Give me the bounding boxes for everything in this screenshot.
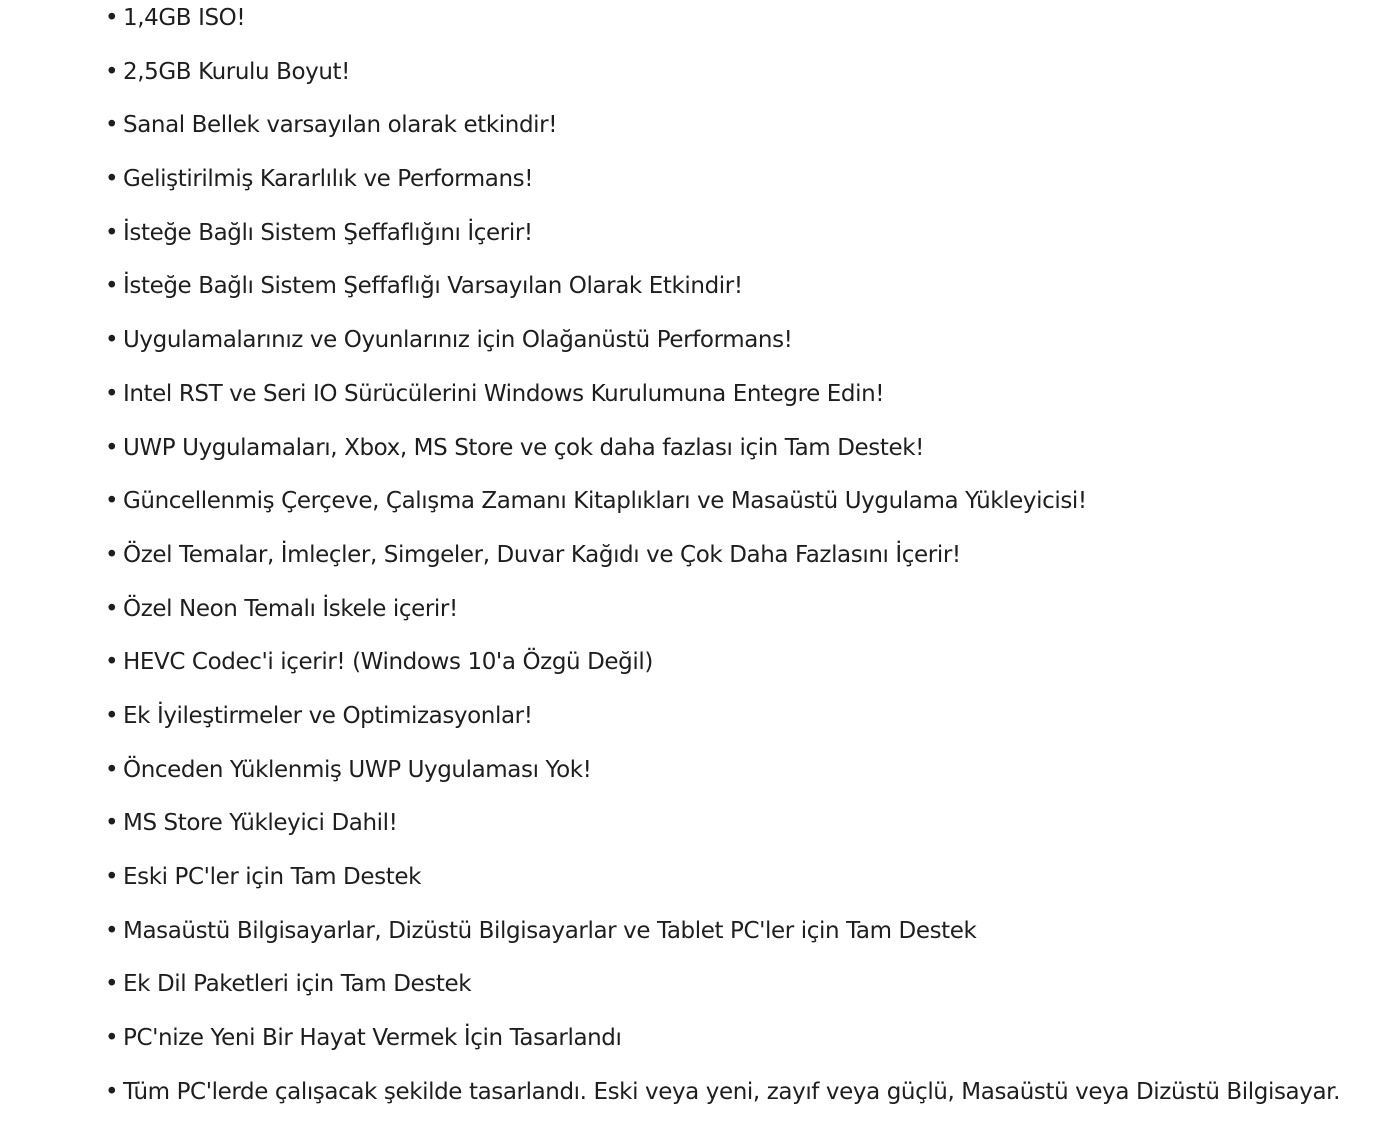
list-item bbox=[105, 805, 1375, 859]
list-item bbox=[105, 376, 1375, 430]
feature-text: HEVC Codec'i içerir! (Windows 10'a Özgü Değil) bbox=[123, 649, 653, 676]
list-item bbox=[105, 107, 1375, 161]
list-item bbox=[105, 966, 1375, 1020]
feature-text: Geliştirilmiş Kararlılık ve Performans! bbox=[123, 166, 534, 193]
bullet-icon: • bbox=[105, 1078, 119, 1105]
bullet-icon: • bbox=[105, 58, 119, 85]
bullet-icon: • bbox=[105, 434, 119, 461]
bullet-icon: • bbox=[105, 595, 119, 622]
list-item bbox=[105, 698, 1375, 752]
list-item bbox=[105, 0, 1375, 54]
feature-text: Güncellenmiş Çerçeve, Çalışma Zamanı Kitaplıkları ve Masaüstü Uygulama Yükleyicisi! bbox=[123, 488, 1087, 515]
bullet-icon: • bbox=[105, 5, 119, 31]
bullet-icon: • bbox=[105, 488, 119, 515]
feature-text: Eski PC'ler için Tam Destek bbox=[123, 864, 421, 890]
feature-text: MS Store Yükleyici Dahil! bbox=[123, 810, 398, 837]
feature-text: Özel Neon Temalı İskele içerir! bbox=[123, 595, 458, 622]
list-item bbox=[105, 644, 1375, 698]
list-item bbox=[105, 268, 1375, 322]
bullet-icon: • bbox=[105, 112, 119, 139]
list-item bbox=[105, 1074, 1375, 1128]
feature-text: Tüm PC'lerde çalışacak şekilde tasarlandı. Eski veya yeni, zayıf veya güçlü, Masaüstü veya Dizüstü Bilgisayar. bbox=[123, 1078, 1340, 1105]
list-item bbox=[105, 1020, 1375, 1074]
list-item bbox=[105, 752, 1375, 806]
bullet-icon: • bbox=[105, 649, 119, 676]
feature-list bbox=[105, 0, 1375, 1127]
list-item bbox=[105, 537, 1375, 591]
list-item bbox=[105, 859, 1375, 913]
list-item bbox=[105, 54, 1375, 108]
feature-text: Uygulamalarınız ve Oyunlarınız için Olağanüstü Performans! bbox=[123, 327, 793, 354]
feature-text: PC'nize Yeni Bir Hayat Vermek İçin Tasarlandı bbox=[123, 1025, 622, 1052]
feature-text: Önceden Yüklenmiş UWP Uygulaması Yok! bbox=[123, 756, 592, 783]
bullet-icon: • bbox=[105, 917, 119, 944]
list-item bbox=[105, 591, 1375, 645]
feature-text: Ek İyileştirmeler ve Optimizasyonlar! bbox=[123, 702, 533, 729]
bullet-icon: • bbox=[105, 273, 119, 300]
bullet-icon: • bbox=[105, 971, 119, 998]
feature-text: 1,4GB ISO! bbox=[123, 5, 246, 31]
list-item bbox=[105, 913, 1375, 967]
bullet-icon: • bbox=[105, 541, 119, 568]
bullet-icon: • bbox=[105, 219, 119, 246]
feature-text: UWP Uygulamaları, Xbox, MS Store ve çok daha fazlası için Tam Destek! bbox=[123, 434, 924, 461]
feature-text: İsteğe Bağlı Sistem Şeffaflığını İçerir! bbox=[123, 219, 533, 246]
bullet-icon: • bbox=[105, 702, 119, 729]
bullet-icon: • bbox=[105, 756, 119, 783]
bullet-icon: • bbox=[105, 327, 119, 354]
feature-text: Ek Dil Paketleri için Tam Destek bbox=[123, 971, 472, 998]
feature-text: Özel Temalar, İmleçler, Simgeler, Duvar Kağıdı ve Çok Daha Fazlasını İçerir! bbox=[123, 541, 961, 568]
bullet-icon: • bbox=[105, 1025, 119, 1052]
bullet-icon: • bbox=[105, 166, 119, 193]
bullet-icon: • bbox=[105, 380, 119, 407]
feature-text: 2,5GB Kurulu Boyut! bbox=[123, 58, 350, 85]
list-item bbox=[105, 483, 1375, 537]
feature-text: Sanal Bellek varsayılan olarak etkindir! bbox=[123, 112, 558, 139]
list-item bbox=[105, 322, 1375, 376]
bullet-icon: • bbox=[105, 810, 119, 837]
feature-text: Masaüstü Bilgisayarlar, Dizüstü Bilgisayarlar ve Tablet PC'ler için Tam Destek bbox=[123, 917, 977, 944]
list-item bbox=[105, 161, 1375, 215]
list-item bbox=[105, 215, 1375, 269]
feature-text: Intel RST ve Seri IO Sürücülerini Windows Kurulumuna Entegre Edin! bbox=[123, 380, 885, 407]
feature-text: İsteğe Bağlı Sistem Şeffaflığı Varsayılan Olarak Etkindir! bbox=[123, 273, 743, 300]
bullet-icon: • bbox=[105, 864, 119, 890]
list-item bbox=[105, 430, 1375, 484]
